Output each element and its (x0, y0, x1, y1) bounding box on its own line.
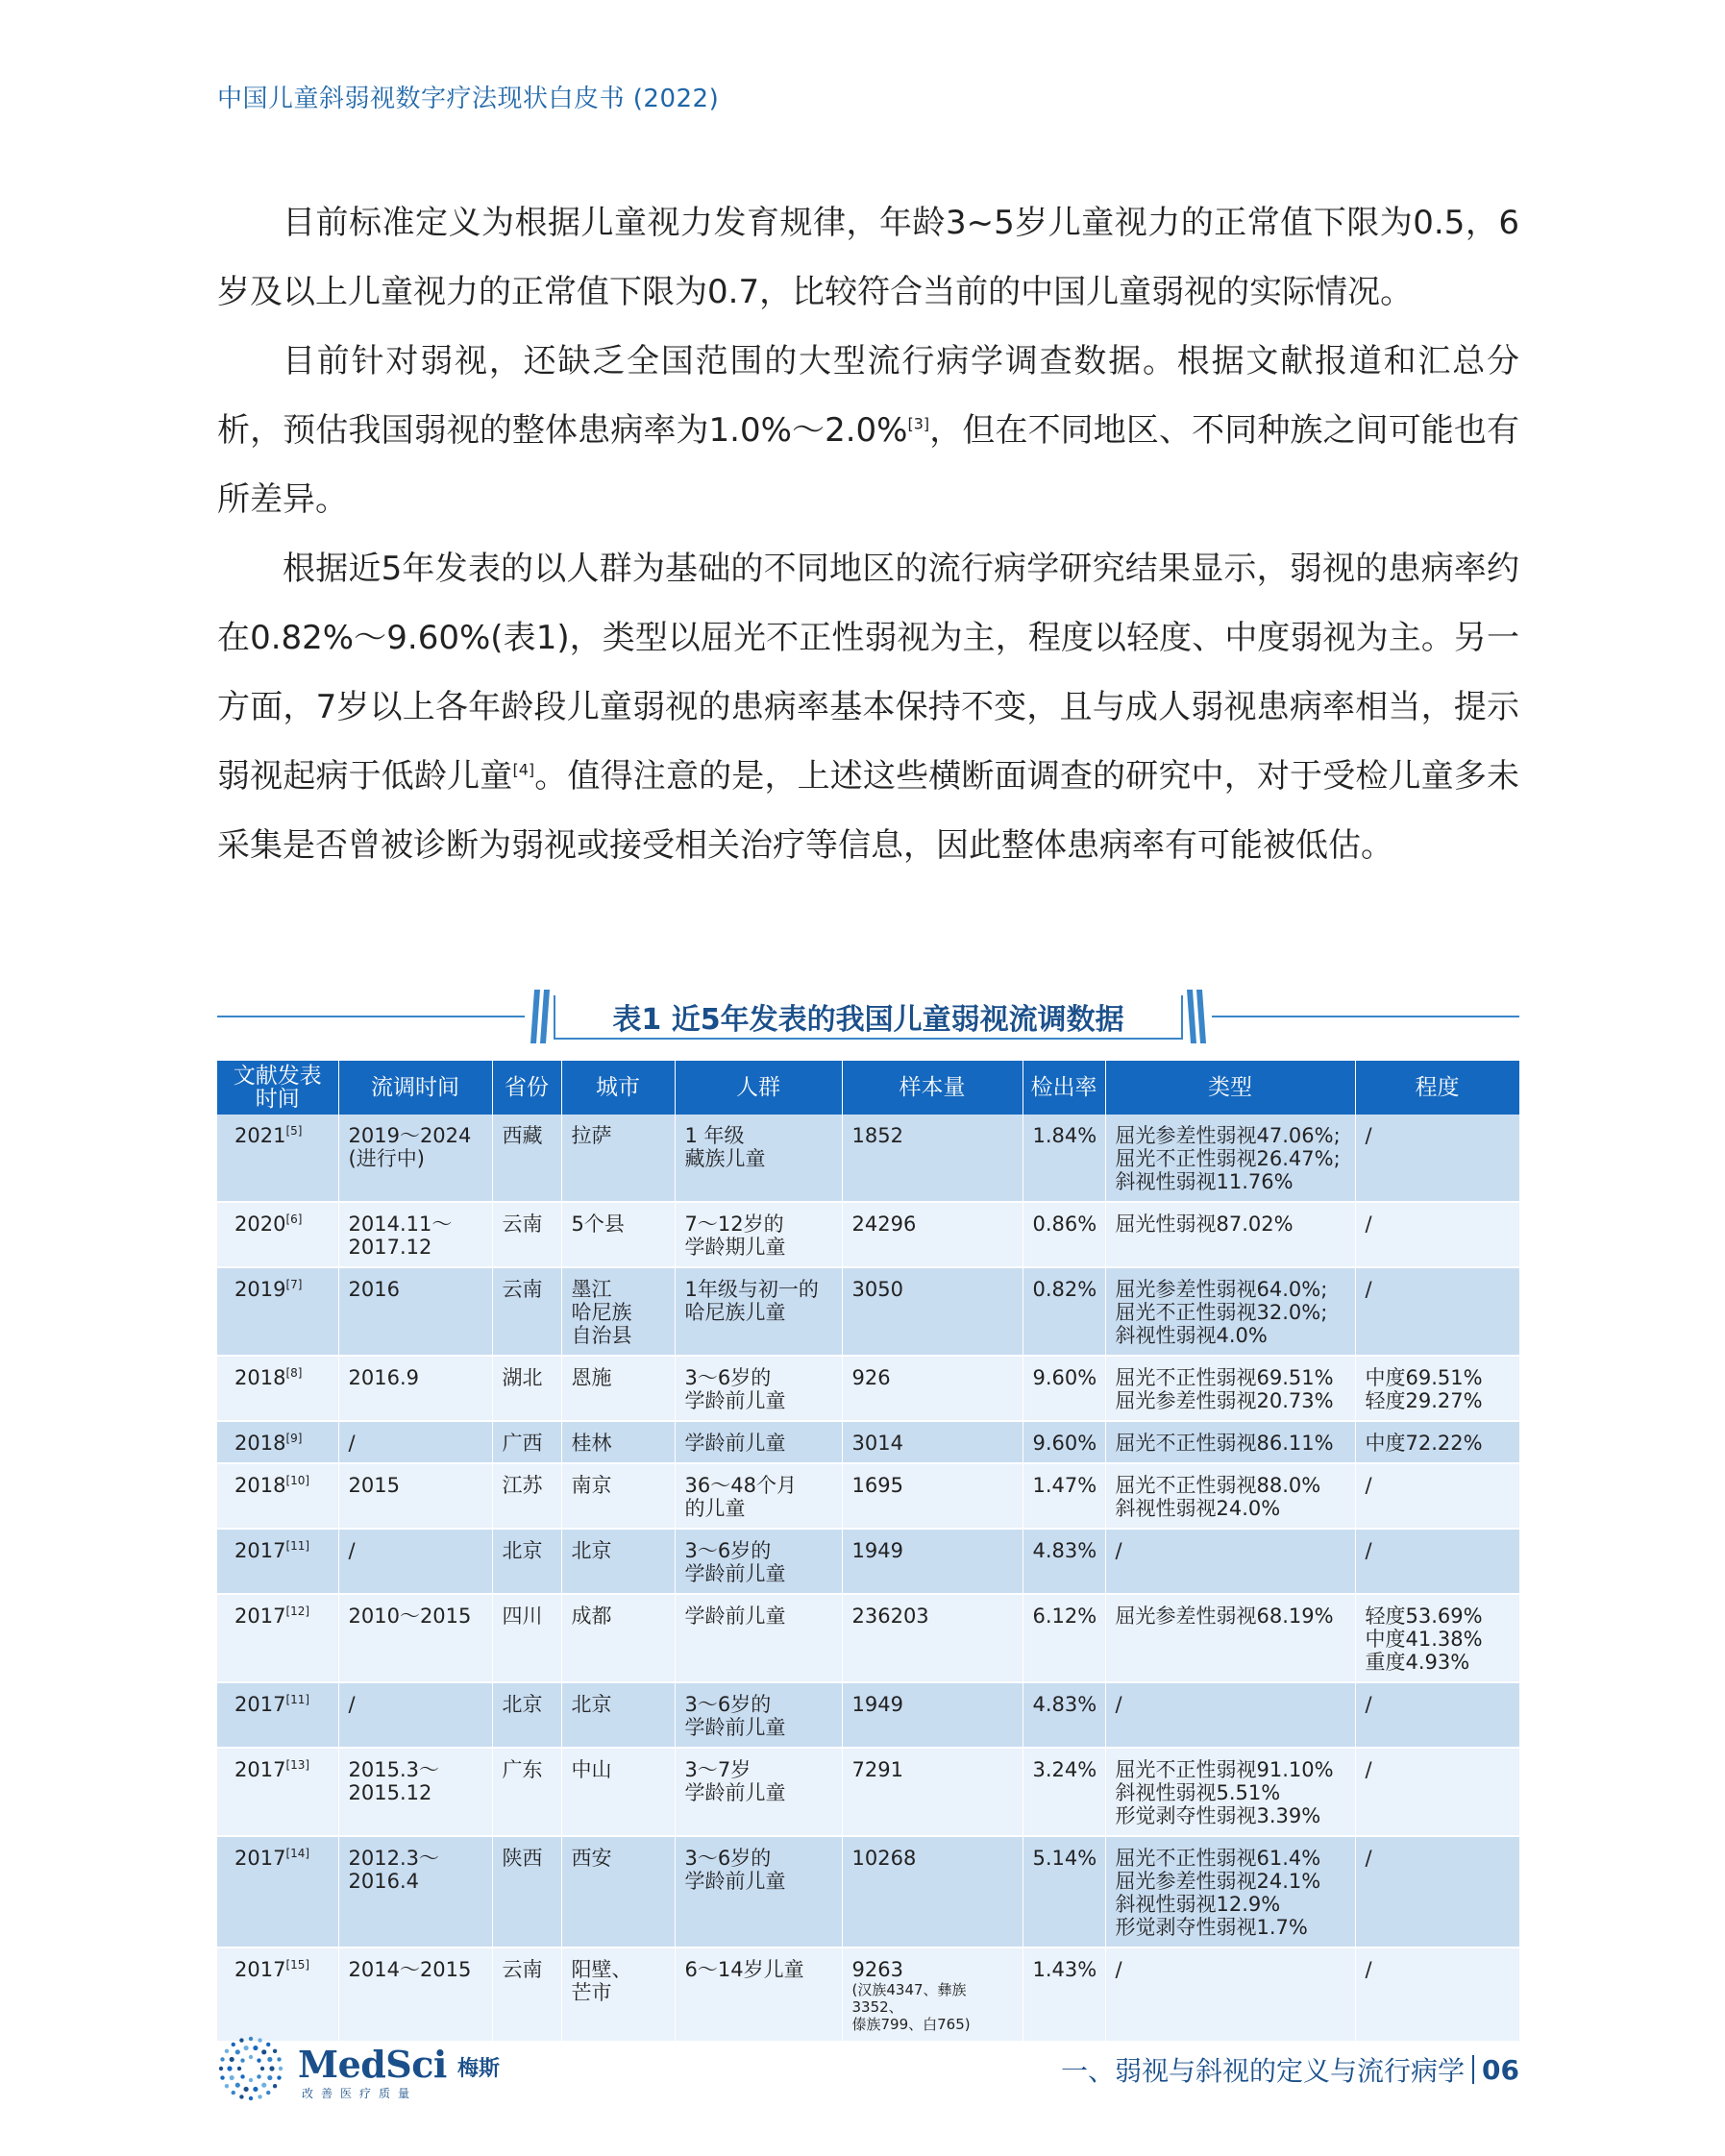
reference-marker[interactable]: [4] (512, 760, 535, 779)
body-text (217, 188, 1519, 880)
logo-chinese: 梅斯 (457, 2057, 501, 2081)
cell-sample (842, 1594, 1023, 1682)
banner-rule-left (217, 1016, 525, 1017)
cell-rate: 6.12% (1023, 1594, 1105, 1682)
cell-year (217, 1202, 338, 1267)
cell-rate: 3.24% (1023, 1748, 1105, 1836)
cell-degree: / (1355, 1748, 1519, 1836)
sample-value: 3014 (851, 1432, 903, 1455)
cell-population: 6～14岁儿童 (675, 1948, 842, 2042)
page-number: 06 (1482, 2053, 1519, 2086)
sample-value: 9263 (851, 1958, 903, 1981)
reference-marker[interactable]: [3] (907, 414, 930, 433)
cell-degree: / (1355, 1836, 1519, 1948)
cell-population: 1年级与初一的 哈尼族儿童 (675, 1267, 842, 1356)
cell-year (217, 1682, 338, 1748)
cell-period: / (338, 1421, 492, 1463)
cell-period: 2016 (338, 1267, 492, 1356)
year-text: 2017 (234, 1847, 286, 1870)
cell-period: 2014.11～ 2017.12 (338, 1202, 492, 1267)
table-title-box (554, 995, 1183, 1040)
year-text: 2021 (234, 1124, 286, 1147)
table-row (217, 1115, 1519, 1202)
page-footer (1061, 2050, 1519, 2089)
cell-sample (842, 1115, 1023, 1202)
column-header: 人群 (675, 1061, 842, 1115)
table-row (217, 1682, 1519, 1748)
cell-rate: 4.83% (1023, 1529, 1105, 1594)
column-header: 城市 (561, 1061, 675, 1115)
cell-type: 屈光不正性弱视86.11% (1105, 1421, 1355, 1463)
cell-population: 1 年级 藏族儿童 (675, 1115, 842, 1202)
reference-marker[interactable]: [15] (285, 1958, 310, 1972)
sample-value: 24296 (851, 1213, 917, 1236)
reference-marker[interactable]: [9] (285, 1432, 303, 1445)
reference-marker[interactable]: [10] (285, 1474, 310, 1487)
sample-value: 1949 (851, 1539, 903, 1562)
logo-dots-icon (217, 2035, 284, 2102)
cell-type: 屈光不正性弱视91.10% 斜视性弱视5.51% 形觉剥夺性弱视3.39% (1105, 1748, 1355, 1836)
cell-year (217, 1356, 338, 1421)
sample-value: 236203 (851, 1605, 929, 1628)
cell-province: 云南 (492, 1202, 561, 1267)
year-text: 2018 (234, 1366, 286, 1389)
table-row (217, 1594, 1519, 1682)
sample-value: 3050 (851, 1278, 903, 1301)
cell-degree: / (1355, 1267, 1519, 1356)
cell-sample (842, 1356, 1023, 1421)
cell-degree: / (1355, 1948, 1519, 2042)
sample-value: 926 (851, 1366, 891, 1389)
logo-wordmark: MedSci (298, 2043, 447, 2086)
cell-rate: 1.47% (1023, 1463, 1105, 1529)
cell-population: 学龄前儿童 (675, 1594, 842, 1682)
cell-population: 3～6岁的 学龄前儿童 (675, 1682, 842, 1748)
cell-degree: / (1355, 1463, 1519, 1529)
cell-sample (842, 1421, 1023, 1463)
reference-marker[interactable]: [12] (285, 1605, 310, 1618)
cell-type: 屈光不正性弱视61.4% 屈光参差性弱视24.1% 斜视性弱视12.9% 形觉剥夺性弱视1.7% (1105, 1836, 1355, 1948)
sample-value: 1949 (851, 1693, 903, 1716)
cell-period: 2019～2024 (进行中) (338, 1115, 492, 1202)
cell-type: 屈光参差性弱视64.0%; 屈光不正性弱视32.0%; 斜视性弱视4.0% (1105, 1267, 1355, 1356)
cell-city: 西安 (561, 1836, 675, 1948)
column-header: 程度 (1355, 1061, 1519, 1115)
banner-stripes-left (527, 990, 554, 1043)
banner-stripes-right (1183, 990, 1210, 1043)
cell-city: 恩施 (561, 1356, 675, 1421)
sample-value: 1852 (851, 1124, 903, 1147)
cell-province: 北京 (492, 1529, 561, 1594)
reference-marker[interactable]: [11] (285, 1693, 310, 1706)
cell-city: 中山 (561, 1748, 675, 1836)
cell-province: 江苏 (492, 1463, 561, 1529)
cell-degree: 轻度53.69% 中度41.38% 重度4.93% (1355, 1594, 1519, 1682)
cell-degree: / (1355, 1529, 1519, 1594)
cell-type: 屈光参差性弱视47.06%; 屈光不正性弱视26.47%; 斜视性弱视11.76% (1105, 1115, 1355, 1202)
cell-population: 3～6岁的 学龄前儿童 (675, 1356, 842, 1421)
paragraph-3: 根据近5年发表的以人群为基础的不同地区的流行病学研究结果显示，弱视的患病率约在0.82%～9.60%(表1)，类型以屈光不正性弱视为主，程度以轻度、中度弱视为主。另一方面，7岁以上各年龄段儿童弱视的患病率基本保持不变，且与成人弱视患病率相当，提示弱视起病于低龄儿童[4]。值得注意的是，上述这些横断面调查的研究中，对于受检儿童多未采集是否曾被诊断为弱视或接受相关治疗等信息，因此整体患病率有可能被低估。 (217, 550, 1520, 865)
column-header: 流调时间 (338, 1061, 492, 1115)
cell-rate: 9.60% (1023, 1421, 1105, 1463)
year-text: 2018 (234, 1474, 286, 1497)
cell-sample (842, 1836, 1023, 1948)
cell-period: 2015 (338, 1463, 492, 1529)
sample-value: 7291 (851, 1758, 903, 1781)
cell-sample (842, 1463, 1023, 1529)
cell-degree: 中度69.51% 轻度29.27% (1355, 1356, 1519, 1421)
cell-city: 成都 (561, 1594, 675, 1682)
year-text: 2017 (234, 1605, 286, 1628)
cell-sample (842, 1202, 1023, 1267)
cell-type: / (1105, 1682, 1355, 1748)
table-title-banner (217, 990, 1519, 1043)
table-row (217, 1463, 1519, 1529)
table-title: 表1 近5年发表的我国儿童弱视流调数据 (612, 1003, 1124, 1037)
cell-city: 北京 (561, 1682, 675, 1748)
reference-marker[interactable]: [14] (285, 1847, 310, 1860)
logo-tagline: 改善医疗质量 (302, 2087, 418, 2100)
cell-type: 屈光参差性弱视68.19% (1105, 1594, 1355, 1682)
cell-degree: / (1355, 1115, 1519, 1202)
table-row (217, 1529, 1519, 1594)
cell-year (217, 1267, 338, 1356)
table-row (217, 1748, 1519, 1836)
cell-degree: 中度72.22% (1355, 1421, 1519, 1463)
cell-province: 陕西 (492, 1836, 561, 1948)
cell-year (217, 1529, 338, 1594)
cell-province: 云南 (492, 1267, 561, 1356)
cell-rate: 5.14% (1023, 1836, 1105, 1948)
cell-year (217, 1948, 338, 2042)
cell-sample (842, 1267, 1023, 1356)
reference-marker[interactable]: [6] (285, 1213, 303, 1226)
cell-degree: / (1355, 1682, 1519, 1748)
cell-period: 2016.9 (338, 1356, 492, 1421)
cell-year (217, 1594, 338, 1682)
cell-rate: 1.84% (1023, 1115, 1105, 1202)
cell-type: / (1105, 1948, 1355, 2042)
cell-city: 桂林 (561, 1421, 675, 1463)
table-row (217, 1421, 1519, 1463)
year-text: 2019 (234, 1278, 286, 1301)
column-header: 文献发表 时间 (217, 1061, 338, 1115)
column-header: 类型 (1105, 1061, 1355, 1115)
reference-marker[interactable]: [13] (285, 1758, 310, 1772)
cell-city: 5个县 (561, 1202, 675, 1267)
cell-year (217, 1463, 338, 1529)
cell-sample (842, 1948, 1023, 2042)
paragraph-2: 目前针对弱视，还缺乏全国范围的大型流行病学调查数据。根据文献报道和汇总分析，预估我国弱视的整体患病率为1.0%～2.0%[3]，但在不同地区、不同种族之间可能也有所差异。 (217, 342, 1520, 519)
table-row (217, 1948, 1519, 2042)
cell-population: 3～6岁的 学龄前儿童 (675, 1836, 842, 1948)
year-text: 2017 (234, 1958, 286, 1981)
cell-year (217, 1836, 338, 1948)
cell-period: 2010～2015 (338, 1594, 492, 1682)
table-row (217, 1202, 1519, 1267)
cell-city: 阳壁、 芒市 (561, 1948, 675, 2042)
reference-marker[interactable]: [5] (285, 1124, 303, 1138)
cell-rate: 9.60% (1023, 1356, 1105, 1421)
cell-period: / (338, 1529, 492, 1594)
cell-sample (842, 1748, 1023, 1836)
cell-sample (842, 1529, 1023, 1594)
cell-type: 屈光性弱视87.02% (1105, 1202, 1355, 1267)
cell-province: 广东 (492, 1748, 561, 1836)
column-header: 样本量 (842, 1061, 1023, 1115)
cell-city: 墨江 哈尼族 自治县 (561, 1267, 675, 1356)
year-text: 2017 (234, 1693, 286, 1716)
cell-rate: 0.82% (1023, 1267, 1105, 1356)
cell-population: 3～7岁 学龄前儿童 (675, 1748, 842, 1836)
cell-city: 拉萨 (561, 1115, 675, 1202)
cell-population: 36～48个月 的儿童 (675, 1463, 842, 1529)
amblyopia-data-table (217, 1061, 1520, 2043)
table-row (217, 1356, 1519, 1421)
cell-period: 2014～2015 (338, 1948, 492, 2042)
year-text: 2017 (234, 1539, 286, 1562)
reference-marker[interactable]: [11] (285, 1539, 310, 1553)
paragraph-1: 目前标准定义为根据儿童视力发育规律，年龄3~5岁儿童视力的正常值下限为0.5，6岁及以上儿童视力的正常值下限为0.7，比较符合当前的中国儿童弱视的实际情况。 (217, 204, 1519, 311)
cell-province: 湖北 (492, 1356, 561, 1421)
cell-type: 屈光不正性弱视69.51% 屈光参差性弱视20.73% (1105, 1356, 1355, 1421)
cell-rate: 1.43% (1023, 1948, 1105, 2042)
sample-note: (汉族4347、彝族3352、 傣族799、白765) (851, 1981, 971, 2033)
table-row (217, 1836, 1519, 1948)
cell-period: 2012.3～ 2016.4 (338, 1836, 492, 1948)
sample-value: 1695 (851, 1474, 903, 1497)
cell-province: 广西 (492, 1421, 561, 1463)
cell-population: 3～6岁的 学龄前儿童 (675, 1529, 842, 1594)
table-row (217, 1267, 1519, 1356)
cell-year (217, 1748, 338, 1836)
cell-rate: 0.86% (1023, 1202, 1105, 1267)
column-header: 省份 (492, 1061, 561, 1115)
cell-city: 北京 (561, 1529, 675, 1594)
cell-province: 四川 (492, 1594, 561, 1682)
banner-rule-right (1212, 1016, 1519, 1017)
cell-population: 7～12岁的 学龄期儿童 (675, 1202, 842, 1267)
cell-type: / (1105, 1529, 1355, 1594)
cell-period: / (338, 1682, 492, 1748)
cell-degree: / (1355, 1202, 1519, 1267)
cell-sample (842, 1682, 1023, 1748)
cell-rate: 4.83% (1023, 1682, 1105, 1748)
table-header-row (217, 1061, 1519, 1115)
document-header-title: 中国儿童斜弱视数字疗法现状白皮书 (2022) (217, 85, 720, 113)
medsci-logo (217, 2035, 525, 2102)
cell-province: 云南 (492, 1948, 561, 2042)
reference-marker[interactable]: [8] (285, 1366, 303, 1380)
reference-marker[interactable]: [7] (285, 1278, 303, 1291)
cell-population: 学龄前儿童 (675, 1421, 842, 1463)
section-name: 一、弱视与斜视的定义与流行病学 (1061, 2055, 1466, 2087)
cell-type: 屈光不正性弱视88.0% 斜视性弱视24.0% (1105, 1463, 1355, 1529)
year-text: 2017 (234, 1758, 286, 1781)
year-text: 2018 (234, 1432, 286, 1455)
cell-province: 西藏 (492, 1115, 561, 1202)
cell-city: 南京 (561, 1463, 675, 1529)
year-text: 2020 (234, 1213, 286, 1236)
cell-province: 北京 (492, 1682, 561, 1748)
sample-value: 10268 (851, 1847, 917, 1870)
footer-divider (1472, 2055, 1474, 2084)
cell-year (217, 1421, 338, 1463)
cell-year (217, 1115, 338, 1202)
cell-period: 2015.3～ 2015.12 (338, 1748, 492, 1836)
column-header: 检出率 (1023, 1061, 1105, 1115)
